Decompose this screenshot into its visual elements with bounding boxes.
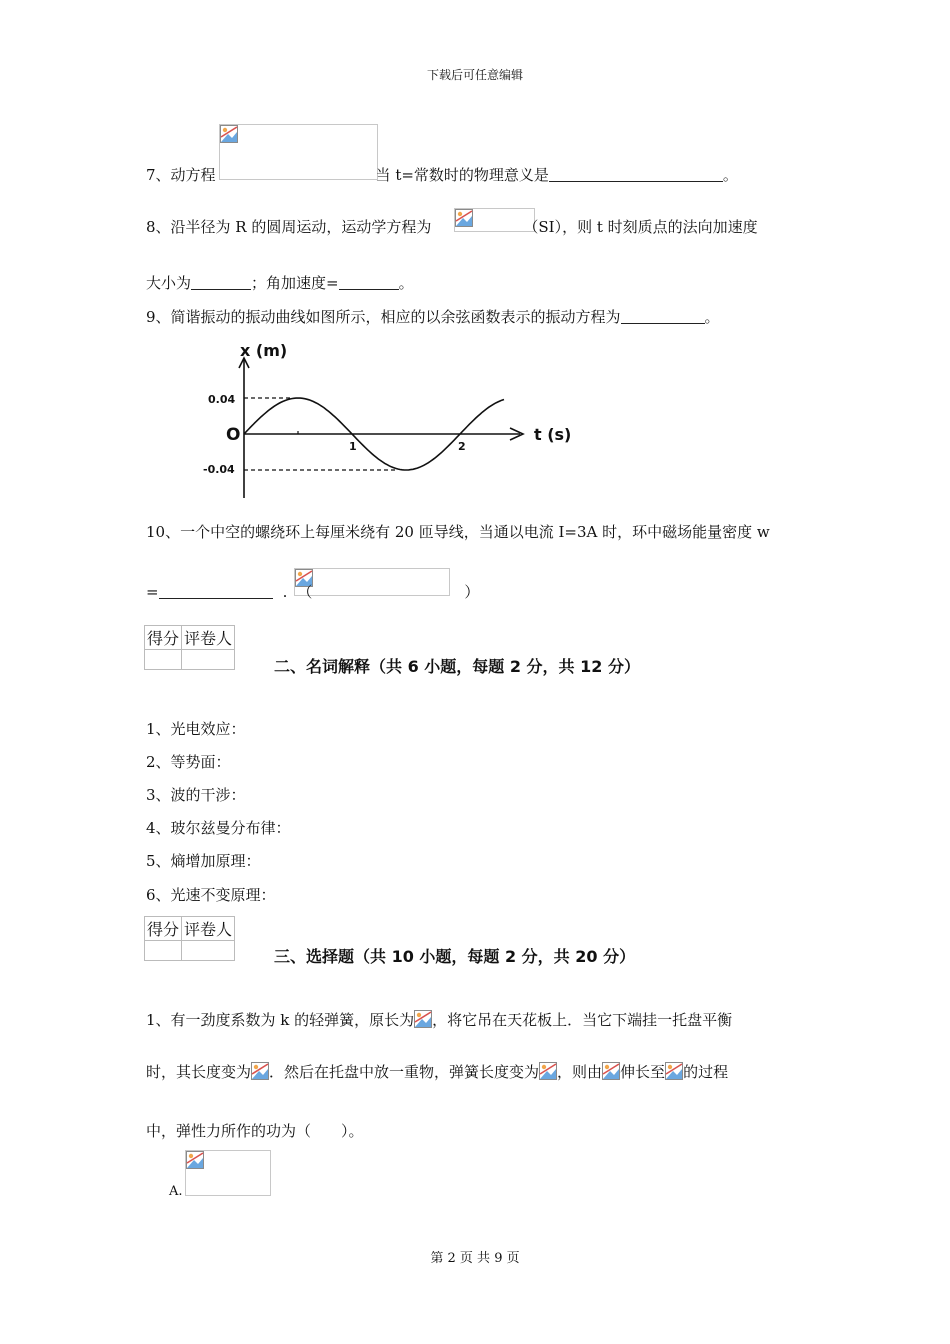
question-8-line2: 大小为 ；角加速度= 。: [146, 274, 414, 292]
y-tick-bottom: -0.04: [203, 463, 235, 476]
score-cell[interactable]: [145, 650, 182, 670]
score-table-section3: [144, 916, 235, 961]
question-9: 9、简谐振动的振动曲线如图所示，相应的以余弦函数表示的振动方程为 。: [146, 308, 720, 326]
broken-image-icon: [539, 1062, 557, 1080]
option-a-image: [185, 1150, 271, 1196]
question-10-line2: = . （ ）: [146, 583, 480, 601]
section2-title: 二、名词解释（共 6 小题，每题 2 分，共 12 分）: [274, 657, 640, 676]
y-tick-top: 0.04: [208, 393, 236, 406]
broken-image-icon: [251, 1062, 269, 1080]
y-axis-label: x (m): [240, 341, 288, 360]
page-header: 下载后可任意编辑: [426, 68, 523, 82]
term-item: 1、光电效应：: [146, 720, 246, 738]
grader-label: 评卷人: [182, 626, 235, 650]
answer-blank: [191, 275, 251, 290]
answer-blank: [339, 275, 399, 290]
score-label: 得分: [145, 626, 182, 650]
grader-cell[interactable]: [182, 650, 235, 670]
term-item: 4、玻尔兹曼分布律：: [146, 819, 291, 837]
term-item: 2、等势面：: [146, 753, 231, 771]
broken-image-icon: [602, 1062, 620, 1080]
origin-label: O: [226, 425, 241, 445]
vibration-curve-graph: [198, 336, 598, 506]
broken-image-icon: [414, 1010, 432, 1028]
x-tick-2: 2: [458, 440, 466, 453]
question-10: 10、一个中空的螺绕环上每厘米绕有 20 匝导线，当通以电流 I=3A 时，环中磁场能量密度 w: [146, 523, 770, 541]
grader-label: 评卷人: [182, 917, 235, 941]
answer-blank: [621, 309, 705, 324]
question-8: 8、沿半径为 R 的圆周运动，运动学方程为 （SI），则 t 时刻质点的法向加速度: [146, 218, 758, 236]
broken-image-icon: [186, 1151, 204, 1169]
answer-blank: [159, 584, 273, 599]
page-footer: 第 2 页 共 9 页: [430, 1251, 520, 1266]
answer-blank: [549, 167, 723, 182]
broken-image-icon: [220, 125, 238, 143]
score-table-section2: [144, 625, 235, 670]
choice-question-1-line2: 时，其长度变为 ．然后在托盘中放一重物，弹簧长度变为 ，则由 伸长至 的过程: [146, 1063, 729, 1081]
section3-title: 三、选择题（共 10 小题，每题 2 分，共 20 分）: [274, 947, 636, 966]
term-item: 6、光速不变原理：: [146, 886, 276, 904]
term-item: 3、波的干涉：: [146, 786, 246, 804]
term-item: 5、熵增加原理：: [146, 852, 261, 870]
score-label: 得分: [145, 917, 182, 941]
x-tick-1: 1: [349, 440, 357, 453]
question-7: 7、动方程 当 t=常数时的物理意义是 。: [146, 166, 738, 184]
option-a-label[interactable]: A.: [169, 1184, 183, 1199]
choice-question-1-line3: 中，弹性力所作的功为（ ）。: [146, 1122, 364, 1140]
x-axis-label: t (s): [534, 425, 572, 444]
choice-question-1: 1、有一劲度系数为 k 的轻弹簧，原长为 ，将它吊在天花板上．当它下端挂一托盘平衡: [146, 1011, 733, 1029]
grader-cell[interactable]: [182, 941, 235, 961]
score-cell[interactable]: [145, 941, 182, 961]
broken-image-icon: [665, 1062, 683, 1080]
